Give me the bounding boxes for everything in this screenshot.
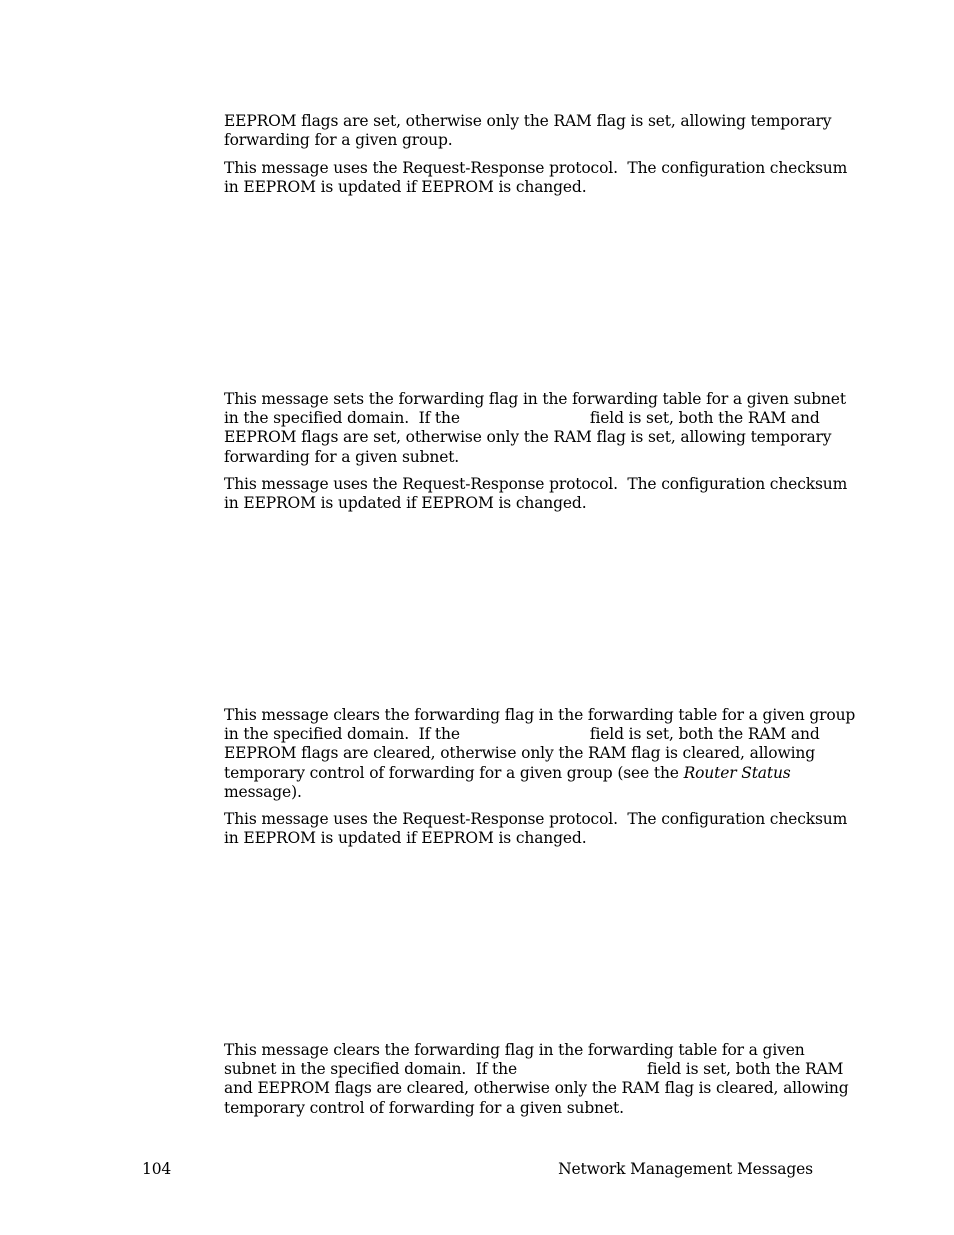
text-line: in EEPROM is updated if EEPROM is changed.	[224, 178, 587, 197]
text-line: This message uses the Request-Response protocol. The configuration checksum	[224, 159, 848, 177]
section2-paragraph1	[224, 390, 846, 467]
section4-paragraph1	[224, 1041, 849, 1118]
text-line: and EEPROM flags are cleared, otherwise only the RAM flag is cleared, allowing	[224, 1079, 849, 1098]
text-line: This message sets the forwarding flag in the forwarding table for a given subnet	[224, 390, 846, 408]
text-line: EEPROM flags are cleared, otherwise only the RAM flag is cleared, allowing	[224, 744, 816, 763]
section3-paragraph1	[224, 706, 856, 802]
text-line: in EEPROM is updated if EEPROM is changed.	[224, 494, 587, 513]
text-line: forwarding for a given subnet.	[224, 447, 460, 466]
text-line	[224, 764, 814, 783]
text-line: This message uses the Request-Response protocol. The configuration checksum	[224, 475, 848, 493]
section1-paragraph1	[224, 112, 832, 150]
text-line: This message clears the forwarding flag in the forwarding table for a given	[224, 1041, 805, 1059]
text-line: This message uses the Request-Response protocol. The configuration checksum	[224, 810, 848, 828]
text-line: message).	[224, 782, 302, 801]
message-reference: Router Status	[683, 763, 791, 782]
text-line: EEPROM flags are set, otherwise only the RAM flag is set, allowing temporary	[224, 112, 832, 130]
text-fragment: field is set, both the RAM and	[589, 725, 820, 744]
text-fragment: field is set, both the RAM	[647, 1060, 844, 1079]
text-line	[224, 725, 820, 744]
text-line	[224, 409, 820, 428]
text-line: in EEPROM is updated if EEPROM is changed.	[224, 829, 587, 848]
text-line: forwarding for a given group.	[224, 131, 453, 150]
text-fragment: in the specified domain. If the	[224, 409, 460, 428]
text-fragment: temporary control of forwarding for a given group (see the	[224, 763, 684, 782]
section1-paragraph2	[224, 159, 848, 197]
text-fragment: field is set, both the RAM and	[589, 409, 820, 428]
footer-section-title: Network Management Messages	[558, 1160, 813, 1178]
section3-paragraph2	[224, 810, 848, 848]
page-number: 104	[142, 1160, 172, 1178]
text-fragment: in the specified domain. If the	[224, 725, 460, 744]
section2-paragraph2	[224, 475, 848, 513]
text-fragment: subnet in the specified domain. If the	[224, 1060, 517, 1079]
text-line: temporary control of forwarding for a given subnet.	[224, 1098, 624, 1117]
text-line: EEPROM flags are set, otherwise only the RAM flag is set, allowing temporary	[224, 428, 832, 447]
text-line: This message clears the forwarding flag in the forwarding table for a given group	[224, 706, 856, 724]
text-line	[224, 1060, 844, 1079]
